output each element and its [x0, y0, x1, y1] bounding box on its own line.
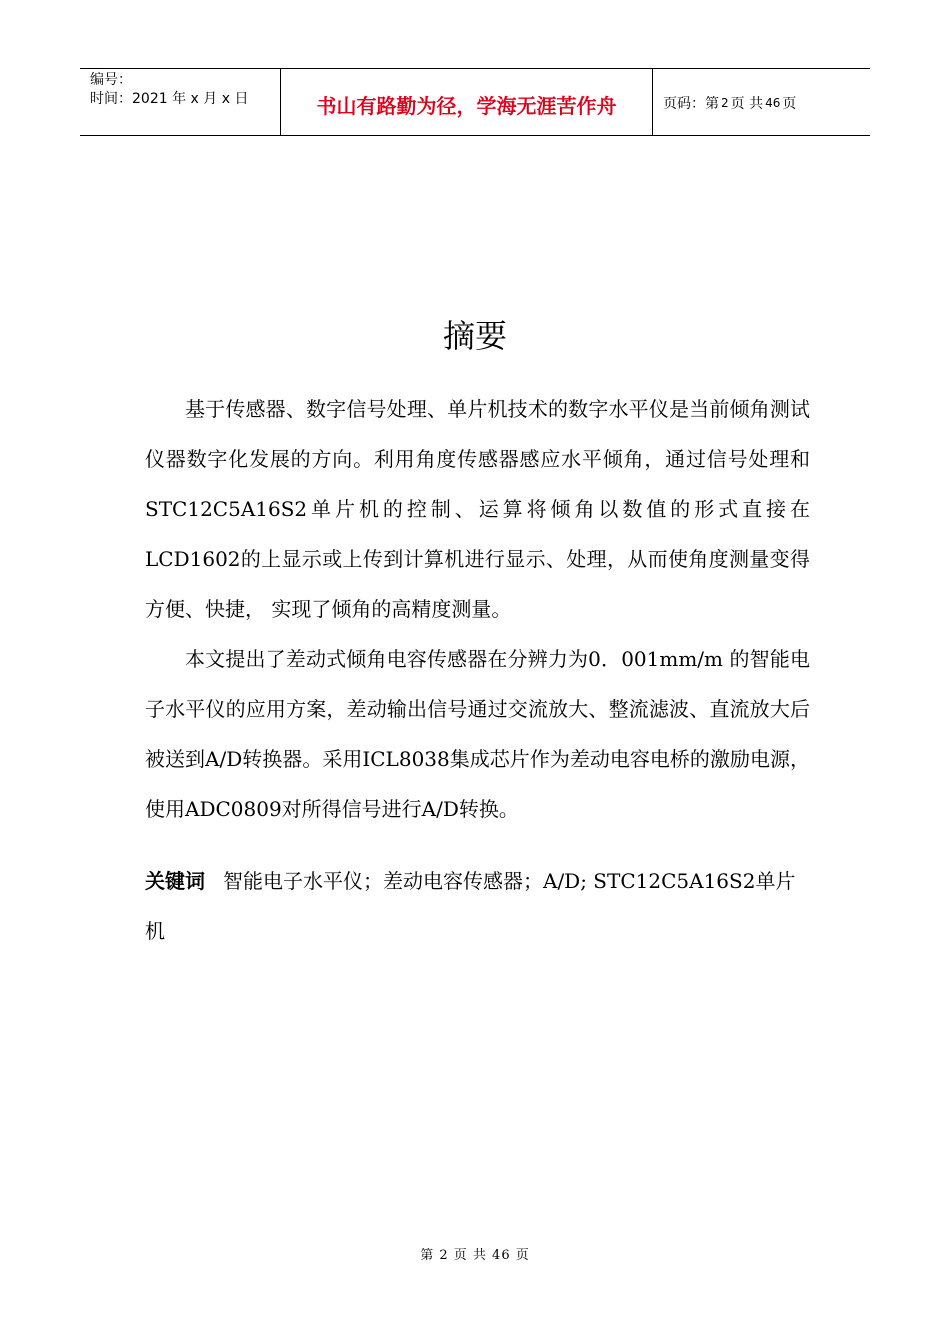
keywords-label: 关键词 — [145, 869, 205, 893]
header-motto: 书山有路勤为径，学海无涯苦作舟 — [281, 69, 653, 135]
abstract-paragraph-2: 本文提出了差动式倾角电容传感器在分辨力为0．001mm/m 的智能电子水平仪的应用方案，差动输出信号通过交流放大、整流滤波、直流放大后被送到A/D转换器。采用ICL8038集成芯片作为差动电容电桥的激励电源，使用ADC0809对所得信号进行A/D转换。 — [145, 647, 810, 821]
page-total: 46 — [765, 96, 781, 110]
page-footer: 第 2 页 共 46 页 — [420, 1248, 530, 1263]
page-header — [80, 68, 870, 136]
page-prefix: 页码：第 — [663, 96, 719, 112]
page-suffix: 页 — [782, 96, 797, 112]
abstract-paragraph-2-container — [145, 634, 810, 834]
page-current: 2 — [721, 96, 729, 110]
abstract-paragraph-1: 基于传感器、数字信号处理、单片机技术的数字水平仪是当前倾角测试仪器数字化发展的方向。利用角度传感器感应水平倾角，通过信号处理和STC12C5A16S2单片机的控制、运算将倾角以数值的形式直接在LCD1602的上显示或上传到计算机进行显示、处理，从而使角度测量变得方便、快捷， 实现了倾角的高精度测量。 — [145, 397, 810, 621]
abstract-paragraph-1-container — [145, 384, 810, 634]
page-mid: 页 共 — [730, 96, 764, 112]
header-page-info — [653, 69, 870, 135]
document-number-label: 编号： — [90, 72, 132, 88]
header-meta — [80, 69, 281, 135]
keywords-text: 智能电子水平仪；差动电容传感器；A/D; STC12C5A16S2单片机 — [145, 869, 796, 943]
document-date: 时间：2021 年 x 月 x 日 — [90, 91, 249, 107]
page-title: 摘要 — [442, 317, 507, 355]
keywords-line — [145, 856, 810, 956]
